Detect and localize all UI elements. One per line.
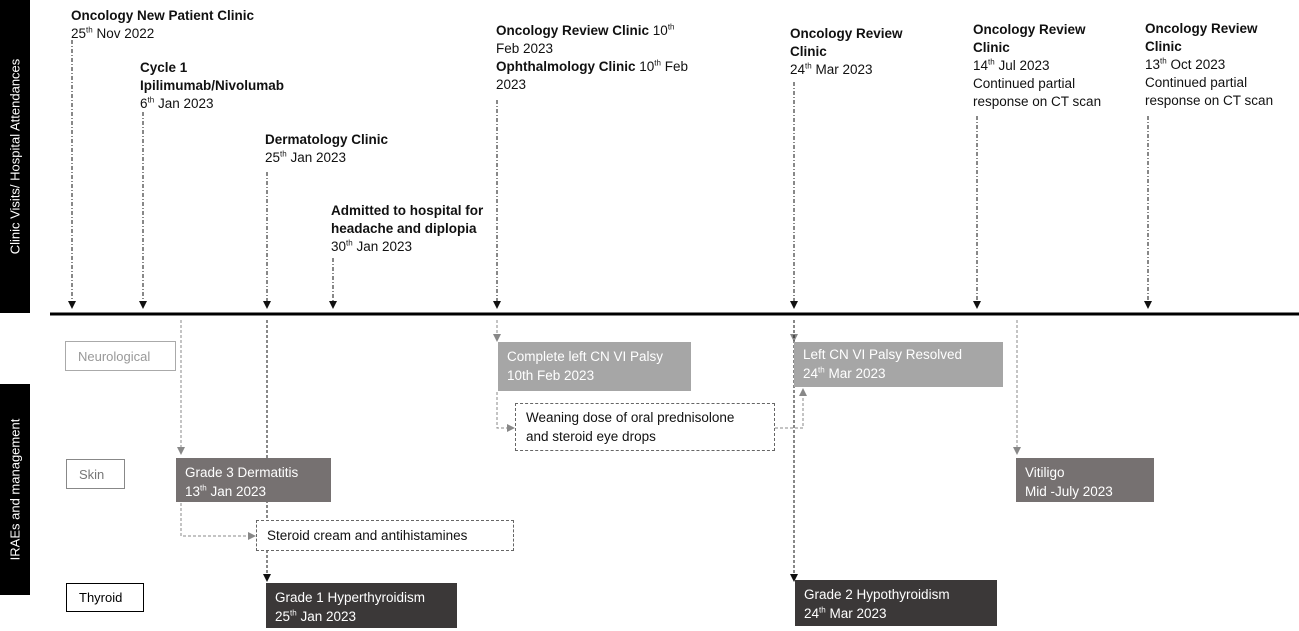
event-hospital-admission (331, 202, 483, 256)
event-date: Feb 2023 (496, 41, 554, 56)
event-date: 6th Jan 2023 (140, 95, 214, 111)
event-oncology-review-oct (1145, 20, 1273, 110)
connector-cn-resolved (775, 392, 803, 428)
event-title: Ophthalmology Clinic 10th Feb (496, 58, 688, 74)
event-title: Admitted to hospital for (331, 203, 484, 218)
event-oncology-ophthalmology (496, 22, 688, 94)
category-neurological: Neurological (65, 341, 176, 371)
irae-hypothyroidism: Grade 2 Hypothyroidism 24th Mar 2023 (795, 580, 997, 626)
event-title: Clinic (1145, 39, 1182, 54)
event-note: response on CT scan (973, 94, 1102, 109)
event-note: Continued partial (1145, 75, 1248, 90)
event-note: response on CT scan (1145, 93, 1274, 108)
section-label-text: IRAEs and management (7, 418, 23, 561)
event-oncology-new-patient (71, 7, 254, 43)
section-label-text: Clinic Visits/ Hospital Attendances (7, 58, 23, 255)
category-thyroid: Thyroid (66, 583, 144, 612)
event-note: Continued partial (973, 76, 1076, 91)
event-date: 24th Mar 2023 (790, 61, 873, 77)
irae-cn-resolved: Left CN VI Palsy Resolved 24th Mar 2023 (794, 342, 1003, 387)
event-date: 25th Nov 2022 (71, 25, 155, 41)
management-prednisolone: Weaning dose of oral prednisolone and steroid eye drops (515, 403, 775, 451)
connector-prednisolone (497, 392, 511, 428)
event-title: Oncology Review (973, 22, 1086, 37)
event-oncology-review-mar (790, 25, 903, 79)
event-title: Ipilimumab/Nivolumab (140, 78, 285, 93)
event-title: Oncology Review Clinic 10th (496, 22, 675, 38)
event-title: headache and diplopia (331, 221, 477, 236)
event-title: Clinic (790, 44, 827, 59)
event-title: Cycle 1 (140, 60, 188, 75)
event-cycle-1 (140, 59, 284, 113)
irae-dermatitis: Grade 3 Dermatitis 13th Jan 2023 (176, 458, 331, 502)
event-date: 25th Jan 2023 (265, 149, 347, 165)
event-date: 14th Jul 2023 (973, 57, 1050, 73)
irae-hyperthyroidism: Grade 1 Hyperthyroidism 25th Jan 2023 (266, 583, 457, 628)
management-steroid-cream: Steroid cream and antihistamines (256, 520, 514, 551)
event-date: 13th Oct 2023 (1145, 56, 1226, 72)
connector-steroid-cream (181, 503, 252, 536)
irae-cn-palsy: Complete left CN VI Palsy 10th Feb 2023 (498, 342, 691, 391)
event-oncology-review-jul (973, 21, 1101, 111)
event-dermatology-clinic (265, 131, 388, 167)
event-date: 30th Jan 2023 (331, 238, 413, 254)
event-title: Clinic (973, 40, 1010, 55)
irae-vitiligo: Vitiligo Mid -July 2023 (1016, 458, 1154, 502)
event-date: 2023 (496, 77, 527, 92)
event-title: Oncology New Patient Clinic (71, 8, 255, 23)
event-title: Dermatology Clinic (265, 132, 389, 147)
event-title: Oncology Review (1145, 21, 1258, 36)
event-title: Oncology Review (790, 26, 903, 41)
category-skin: Skin (66, 459, 125, 489)
